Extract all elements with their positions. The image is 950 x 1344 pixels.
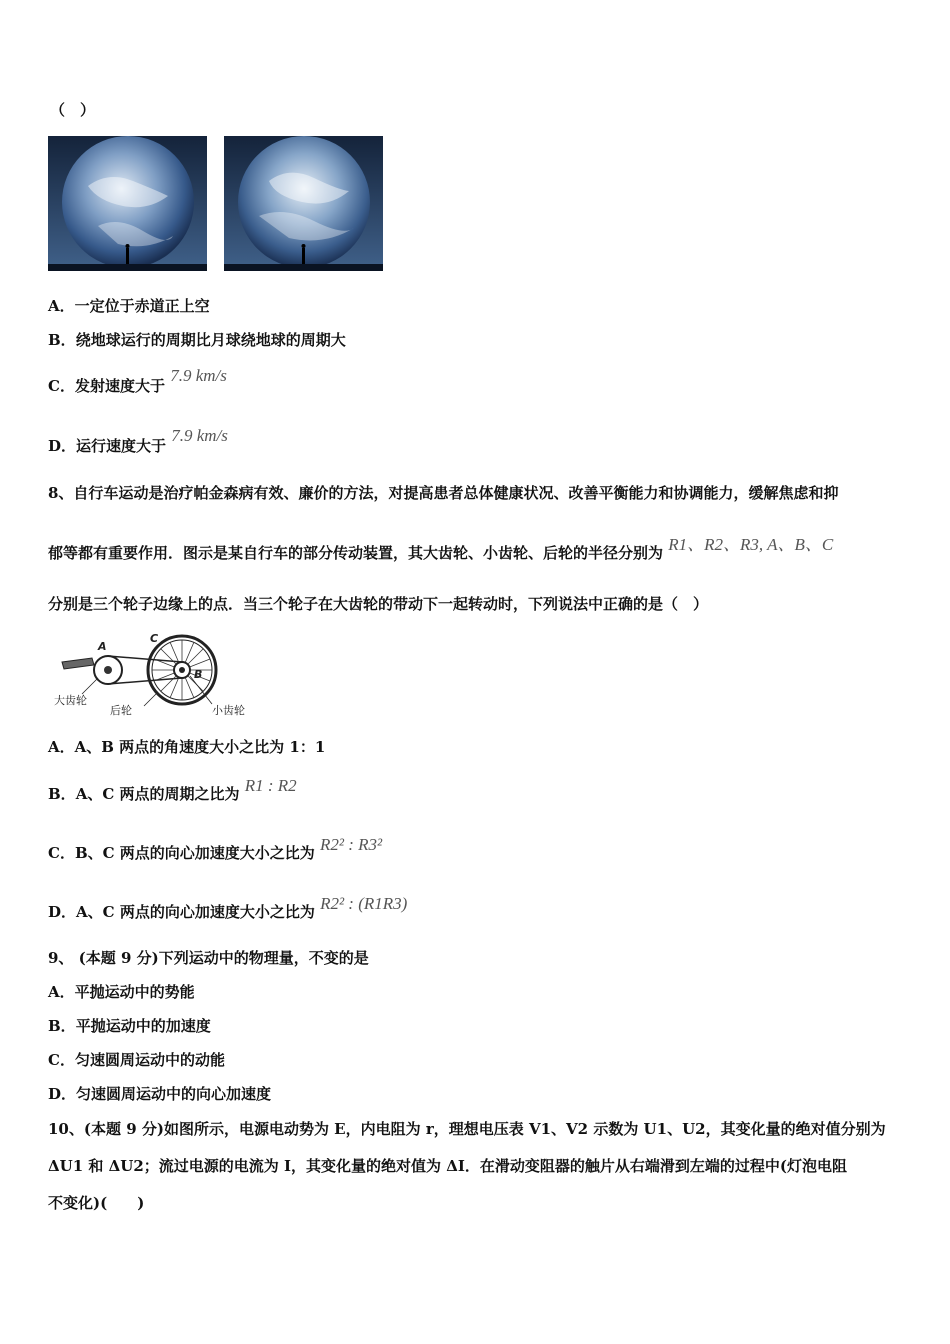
q8-option-c-math: R2² : R3² (320, 835, 383, 854)
label-small-gear: 小齿轮 (212, 704, 245, 716)
q9-option-c: C．匀速圆周运动中的动能 (48, 1051, 225, 1069)
q8-stem-line1: 8、自行车运动是治疗帕金森病有效、廉价的方法，对提高患者总体健康状况、改善平衡能力和协调能力，缓解焦虑和抑 (48, 484, 839, 502)
label-rear-wheel: 后轮 (110, 704, 132, 716)
q7-option-c-math: 7.9 km/s (170, 366, 227, 385)
q8-option-a: A．A、B 两点的角速度大小之比为 1：1 (48, 738, 326, 756)
bicycle-transmission-diagram (52, 632, 262, 716)
q8-stem-math: R1、R2、R3, A、B、C (668, 535, 834, 554)
q8-option-b: B．A、C 两点的周期之比为 R1 : R2 (48, 776, 297, 803)
earth-photo-2 (224, 136, 383, 271)
q9-option-b: B．平抛运动中的加速度 (48, 1017, 211, 1035)
q7-option-a: A．一定位于赤道正上空 (48, 297, 210, 315)
label-c: C (150, 632, 159, 645)
q8-option-b-math: R1 : R2 (244, 776, 297, 795)
q8-stem-line3: 分别是三个轮子边缘上的点．当三个轮子在大齿轮的带动下一起转动时，下列说法中正确的是（ ） (48, 595, 709, 613)
q8-stem-line2: 郁等都有重要作用．图示是某自行车的部分传动装置，其大齿轮、小齿轮、后轮的半径分别为 R1、R2、R3, A、B、C (48, 535, 834, 562)
q7-option-c: C．发射速度大于 7.9 km/s (48, 366, 227, 395)
q7-answer-paren: （ ） (50, 101, 96, 119)
q8-option-c: C．B、C 两点的向心加速度大小之比为 R2² : R3² (48, 835, 383, 862)
q10-stem-line3: 不变化)( ) (48, 1194, 145, 1212)
q9-option-a: A．平抛运动中的势能 (48, 983, 195, 1001)
label-a: A (98, 640, 107, 653)
q9-stem: 9、 (本题 9 分)下列运动中的物理量，不变的是 (48, 949, 369, 967)
label-big-gear: 大齿轮 (54, 694, 87, 707)
label-b: B (194, 668, 203, 681)
q8-option-d: D．A、C 两点的向心加速度大小之比为 R2² : (R1R3) (48, 894, 408, 921)
q9-option-d: D．匀速圆周运动中的向心加速度 (48, 1085, 272, 1103)
q7-option-d: D．运行速度大于 7.9 km/s (48, 426, 228, 455)
q10-stem-line1: 10、(本题 9 分)如图所示，电源电动势为 E，内电阻为 r，理想电压表 V1、V2 示数为 U1、U2，其变化量的绝对值分别为 (48, 1120, 886, 1138)
q7-option-d-math: 7.9 km/s (171, 426, 228, 445)
q10-stem-line2: ΔU1 和 ΔU2；流过电源的电流为 I，其变化量的绝对值为 ΔI．在滑动变阻器的触片从右端滑到左端的过程中(灯泡电阻 (48, 1157, 847, 1175)
q7-option-b: B．绕地球运行的周期比月球绕地球的周期大 (48, 331, 346, 349)
q8-option-d-math: R2² : (R1R3) (320, 894, 408, 913)
earth-photo-1 (48, 136, 207, 271)
